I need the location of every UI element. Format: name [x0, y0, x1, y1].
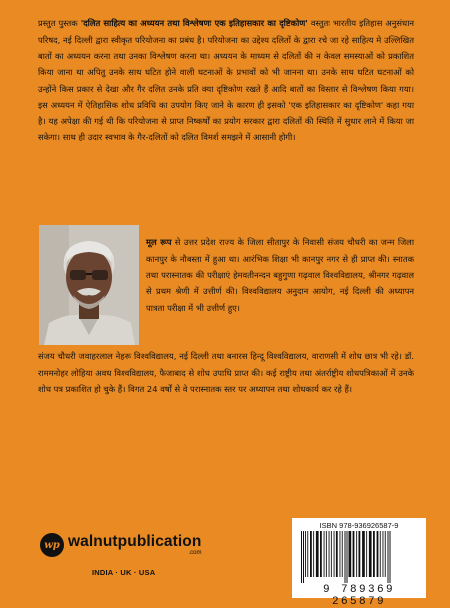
barcode-bars	[300, 531, 418, 583]
publisher-name: walnutpublication	[68, 532, 202, 550]
barcode-bar	[388, 531, 389, 583]
barcode-bar	[380, 531, 381, 577]
barcode-bar	[366, 531, 367, 577]
barcode-bar	[326, 531, 327, 577]
author-bio-text: से उत्तर प्रदेश राज्य के जिला सीतापुर के निवासी संजय चौधरी का जन्म जिला कानपुर के नौबस्ता में हुआ था। आरंभिक शिक्षा भी कानपुर नगर से ही प्राप्त की। स्नातक तथा परास्नातक की परीक्षाएं हेमवतीनन्दन बहुगुणा गढ़वाल विश्वविद्यालय, श्रीनगर गढ़वाल से प्रथम श्रेणी में उत्तीर्ण की। विश्वविद्यालय अनुदान आयोग, नई दिल्ली की अध्यापन पात्रता परीक्षा में भी उत्तीर्ण हुए।	[146, 237, 415, 313]
barcode-bar	[369, 531, 372, 577]
barcode-bar	[313, 531, 314, 577]
book-title-reference: 'दलित साहित्य का अध्ययन तथा विश्लेषणः एक इतिहासकार का दृष्टिकोण'	[80, 18, 308, 29]
blurb-body: वस्तुतः भारतीय इतिहास अनुसंधान परिषद, नई दिल्ली द्वारा स्वीकृत परियोजना का प्रबंध है। परियोजना का उद्देश्य दलितों के द्वारा रचे जा रहे साहित्य मे उल्लिखित बातों का अध्ययन करना तथा उनका विश्लेषण करना था। अध्ययन के माध्यम से दलितों की न केवल समस्याओं को प्रकाशित किया जाना था अपितु उनके साथ घटित होने वाली घटनाओं के प्रभावों को भी जानना था। उनके साथ घटित घटनाओं को उन्होंने किस प्रकार से देखा और गैर दलित उनके प्रति क्या दृष्टिकोण रखते हैं आदि बातों का विस्तार से विश्लेषण किया गया। इस अध्ययन में ऐतिहासिक शोध प्रविधि का उपयोग किए जाने के कारण ही इसको 'एक इतिहासकार का दृष्टिकोण' कहा गया है। यह अपेक्षा की गई थी कि परियोजना से प्राप्त निष्कर्षों का प्रयोग सरकार द्वारा दलितों की स्थिति में सुधार लाने में किया जा सकेगा। साथ ही उदार स्वभाव के गैर-दलितों को दलित विमर्श समझने में आसानी होगी।	[38, 18, 414, 143]
barcode-bar	[345, 531, 346, 583]
barcode-bar	[331, 531, 332, 577]
author-bio-lead: मूल रूप	[146, 237, 172, 248]
barcode-bar	[336, 531, 338, 577]
barcode-bar	[316, 531, 319, 577]
barcode-bar	[301, 531, 302, 583]
barcode-bar	[329, 531, 330, 577]
barcode-digits: 9 789369 265879	[322, 584, 395, 608]
barcode-bar	[383, 531, 384, 577]
barcode-bar	[373, 531, 375, 577]
publisher-logo-icon: wp	[40, 533, 64, 557]
publisher-regions: INDIA · UK · USA	[92, 568, 156, 577]
blurb-lead: प्रस्तुत पुस्तक	[38, 18, 81, 29]
book-blurb	[38, 15, 414, 145]
barcode-bar	[334, 531, 335, 577]
author-portrait-image	[39, 225, 139, 345]
author-bio-intro	[146, 234, 414, 315]
barcode-bar	[362, 531, 365, 577]
barcode-bar	[377, 531, 379, 577]
barcode-bar	[307, 531, 308, 577]
isbn-barcode	[292, 518, 426, 608]
barcode-bar	[385, 531, 386, 577]
isbn-label: ISBN 978-936926587-9	[319, 521, 399, 530]
barcode-bar	[347, 531, 348, 583]
barcode-bar	[340, 531, 341, 577]
barcode-bar	[353, 531, 355, 577]
author-bio-continued: संजय चौधरी जवाहरलाल नेहरू विश्वविद्यालय, नई दिल्ली तथा बनारस हिन्दू विश्वविद्यालय, वाराणसी में शोध छात्र भी रहे। डॉ. राममनोहर लोहिया अवध विश्वविद्यालय, फैजाबाद से शोध उपाधि प्राप्त की। कई राष्ट्रीय तथा अंतर्राष्ट्रीय शोधपत्रिकाओं में उनके शोध पत्र प्रकाशित हो चुके हैं। विगत 24 वर्षों से वे परास्नातक स्तर पर अध्यापन तथा शोधकार्य कर रहे हैं।	[38, 351, 414, 394]
barcode-bar	[342, 531, 343, 577]
barcode-bar	[303, 531, 304, 583]
publisher-domain: .com	[188, 550, 202, 557]
barcode-bar	[320, 531, 322, 577]
barcode-bar	[390, 531, 391, 583]
barcode-bar	[356, 531, 357, 577]
barcode-bar	[349, 531, 352, 577]
barcode-bar	[359, 531, 361, 577]
publisher-logo	[40, 530, 201, 560]
barcode-bar	[324, 531, 325, 577]
barcode-bar	[310, 531, 312, 577]
barcode-bar	[305, 531, 306, 577]
author-photo	[39, 225, 139, 345]
